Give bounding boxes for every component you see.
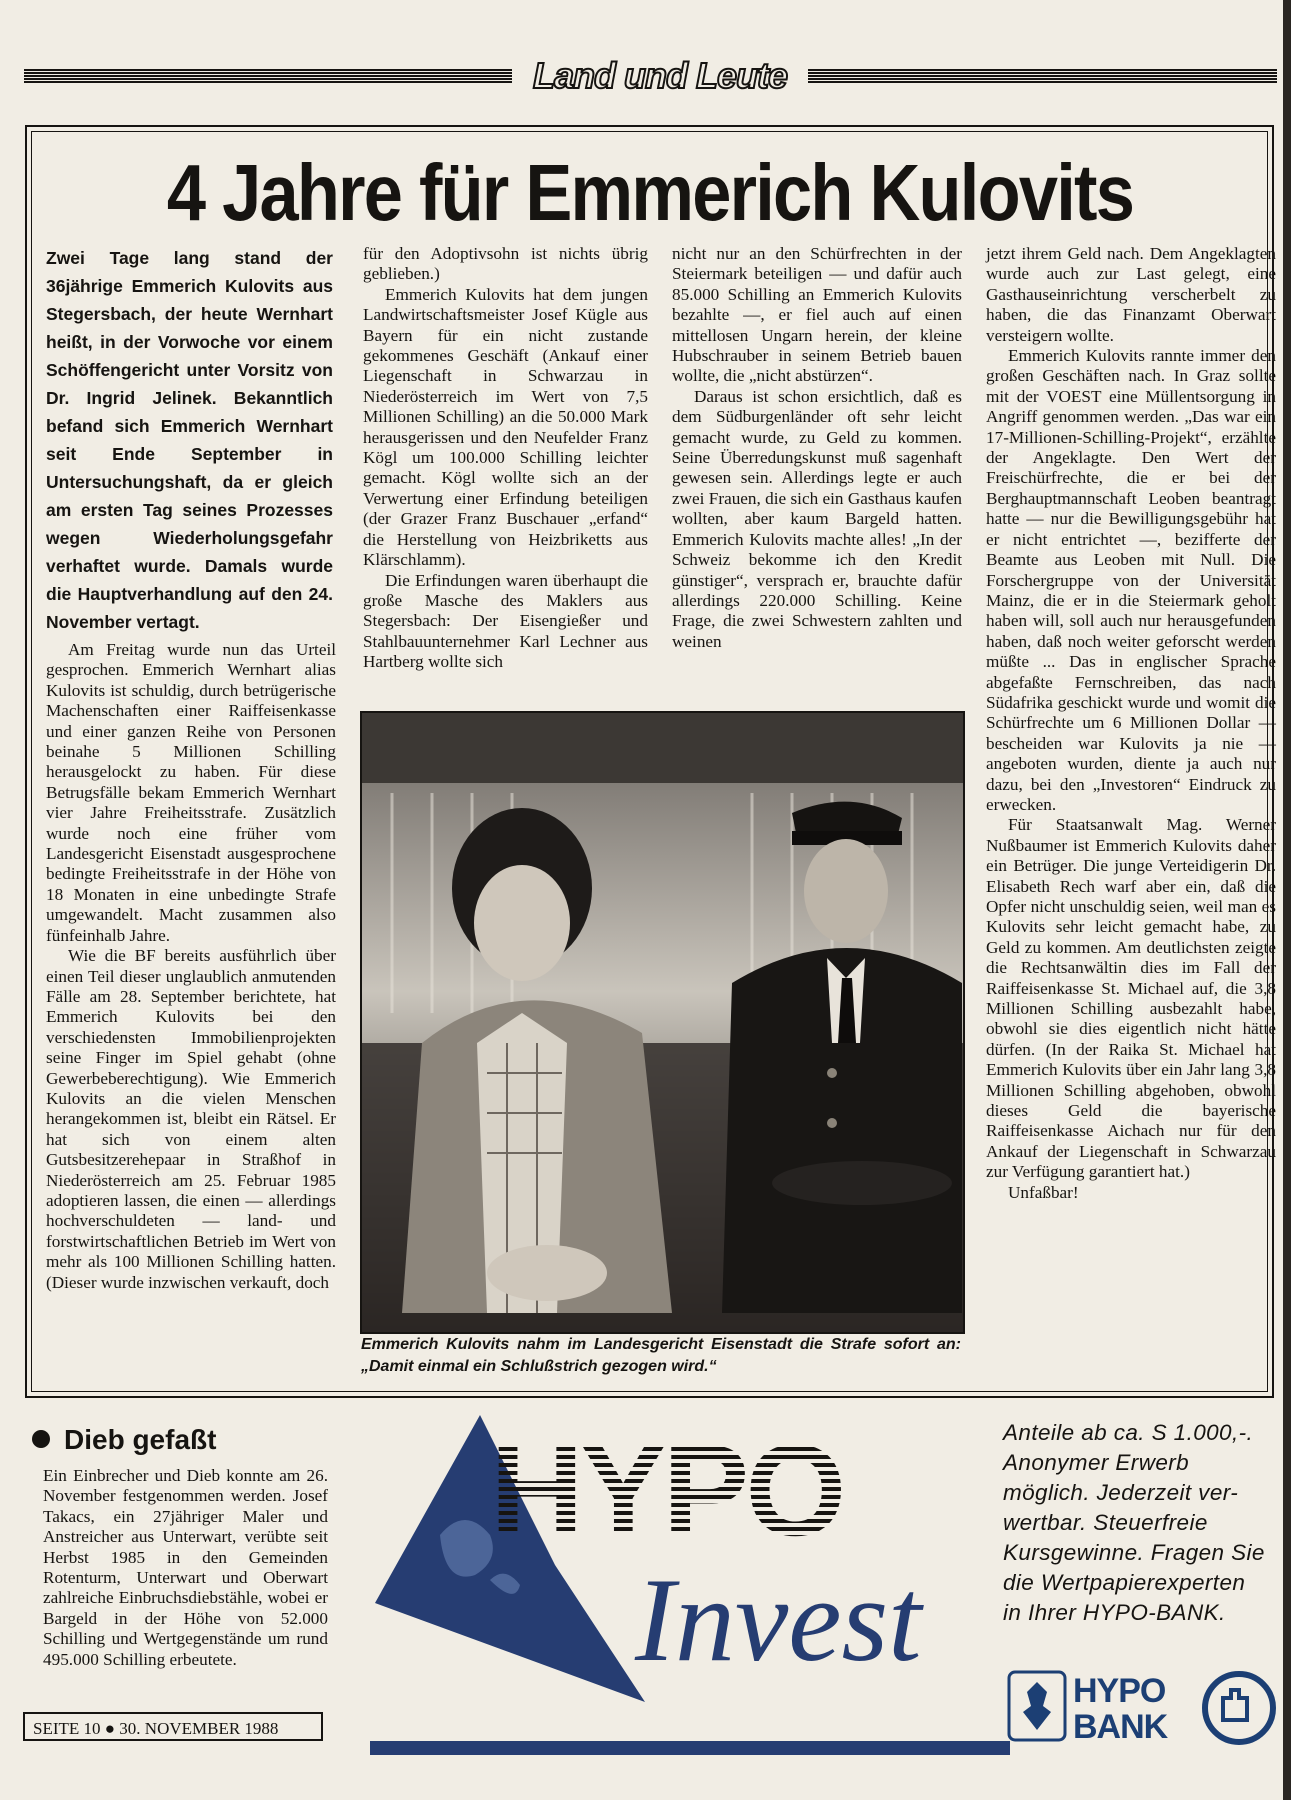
hypo-bank-logo	[1003, 1668, 1278, 1746]
bank-name-line2: BANK	[1073, 1708, 1168, 1746]
ad-line: wertbar. Steuerfreie	[1003, 1510, 1208, 1535]
short-news-headline	[32, 1420, 352, 1460]
ad-line: in Ihrer HYPO-BANK.	[1003, 1600, 1226, 1625]
paragraph: Daraus ist schon ersichtlich, daß es dem Südburgenländer oft sehr leicht gemacht wurde, zu Geld zu kommen. Seine Überredungskunst muß sagenhaft gewesen sein. Allerdings legte er auch zwei Frauen, die sich ein Gasthaus kaufen wollten, aber kaum Bargeld hatten. Emmerich Kulovits machte alles! „In der Schweiz bekomme ich den Kredit günstiger“, versprach er, brauchte dafür allerdings 220.000 Schilling. Keine Frage, die zwei Schwestern zahlten und weinen	[672, 386, 962, 651]
article-column-3	[672, 244, 962, 652]
article-column-4	[986, 244, 1276, 1203]
bank-name-line1: HYPO	[1073, 1672, 1166, 1710]
paragraph: nicht nur an den Schürfrechten in der Steiermark beteiligen — und dafür auch 85.000 Schilling an Emmerich Kulovits bezahlte —, er fiel auch auf einen mittellosen Ungarn herein, der kleine Hubschrauber in seinem Betrieb bauen wollte, die „nicht abstürzen“.	[672, 244, 962, 386]
paragraph: Für Staatsanwalt Mag. Werner Nußbaumer ist Emmerich Kulovits daher ein Betrüger. Die junge Verteidigerin Dr. Elisabeth Rech warf aber ein, daß die Opfer nicht unschuldig seien, weil man es Kulovits sehr leicht gemacht habe, zu Geld zu kommen. Am deutlichsten zeigte die Rechtsanwältin dies im Fall der Raiffeisenkasse St. Michael auf, die 3,8 Millionen Schilling ausbezahlt habe, obwohl sie dies eigentlich nicht hätte dürfen. (In der Raika St. Michael hat Emmerich Kulovits über ein Jahr lang 3,8 Millionen Schilling abgehoben, obwohl dieses Geld die bayerische Raiffeisenkasse Aichach nur für den Ankauf der Liegenschaft in Schwarzau zur Verfügung garantiert hat.)	[986, 815, 1276, 1182]
paragraph: für den Adoptivsohn ist nichts übrig geblieben.)	[363, 244, 648, 284]
logo-hypo-text: HYPO	[490, 1417, 843, 1563]
header-rule-left	[24, 69, 512, 84]
article-photo	[360, 711, 965, 1334]
paragraph: Wie die BF bereits ausführlich über einen Teil dieser unglaublich anmutenden Fälle am 28. September berichtete, hat Emmerich Kulovits bei den verschiedensten Immobilienprojekten seine Finger im Spiel gehabt (ohne Gewerbeberechtigung). Wie Emmerich Kulovits an die vielen Menschen herangekommen ist, bleibt ein Rätsel. Er hat sich von einem alten Gutsbesitzerehepaar in Straßhof in Niederösterreich am 25. Februar 1985 adoptieren lassen, die einen — allerdings hochverschuldeten — land- und forstwirtschaftlichen Betrieb im Wert von mehr als 100 Millionen Schilling hatten. (Dieser wurde inzwischen verkauft, doch	[46, 946, 336, 1292]
ad-line: Kursgewinne. Fragen Sie	[1003, 1540, 1265, 1565]
ad-bottom-rule	[370, 1741, 1010, 1755]
article-column-2	[363, 244, 648, 673]
header-rule-right	[808, 69, 1278, 84]
photo-illustration	[362, 713, 963, 1332]
paragraph: Emmerich Kulovits rannte immer den großen Geschäften nach. In Graz sollte mit der VOEST eine Müllentsorgung in Angriff genommen werden. „Das war ein 17-Millionen-Schilling-Projekt“, erzählte der Angeklagte. Den Wert der Freischürfrechte, die er bei der Berghauptmannschaft Leoben beantragt hatte — nur die Bewilligungsgebühr hat er nicht entrichtet —, bezifferte der Beamte aus Leoben mit Null. Die Forschergruppe von der Universität Mainz, die er in die Steiermark geholt haben will, soll auch nur herausgefunden haben, daß noch weiter geforscht werden müßte ... Das in englischer Sprache abgefaßte Fernschreiben, das nach Südafrika geschickt wurde und womit die Schürfrechte um 6 Millionen Dollar — bescheiden war Kulovits ja nie — angeboten wurden, diente ja auch nur dazu, bei den „Investoren“ Eindruck zu erwecken.	[986, 346, 1276, 814]
short-news-body: Ein Einbrecher und Dieb konnte am 26. November festgenommen werden. Josef Takacs, ein 27jähriger Maler und Anstreicher aus Unterwart, verübte seit Herbst 1985 in den Gemeinden Rotenturm, Unterwart und Oberwart zahlreiche Einbruchsdiebstähle, wobei er Bargeld in der Höhe von 52.000 Schilling und Wertgegenstände um rund 495.000 Schilling erbeutete.	[43, 1466, 328, 1669]
paragraph: Emmerich Kulovits hat dem jungen Landwirtschaftsmeister Josef Kügle aus Bayern für ein nicht zustande gekommenes Geschäft (Ankauf einer Liegenschaft in Schwarzau in Niederösterreich im Wert von 7,5 Millionen Schilling) an die 50.000 Mark herausgerissen und den Neufelder Franz Kögl um 100.000 Schilling leichter gemacht. Kögl wollte sich an der Verwertung einer Erfindung beteiligen (der Grazer Franz Buschauer „erfand“ die Herstellung von Heizbriketts aus Klärschlamm).	[363, 284, 648, 570]
bullet-icon	[32, 1430, 50, 1448]
section-label: Land und Leute	[533, 55, 787, 96]
hypo-invest-logo	[370, 1415, 988, 1702]
paragraph: jetzt ihrem Geld nach. Dem Angeklagten wurde auch zur Last gelegt, eine Gasthauseinrichtung verscherbelt zu haben, die das Finanzamt Oberwart versteigern wollte.	[986, 244, 1276, 345]
ad-line: Anonymer Erwerb	[1003, 1450, 1190, 1475]
ad-line: Anteile ab ca. S 1.000,-.	[1003, 1420, 1254, 1445]
article-headline: 4 Jahre für Emmerich Kulovits	[166, 148, 1134, 237]
page-footer: SEITE 10 ● 30. NOVEMBER 1988	[23, 1712, 323, 1741]
logo-invest-text: Invest	[635, 1553, 922, 1686]
ad-copy	[1003, 1418, 1273, 1628]
paragraph: Am Freitag wurde nun das Urteil gesprochen. Emmerich Wernhart alias Kulovits ist schuldig, durch betrügerische Machenschaften einer Raiffeisenkasse und einer ganzen Reihe von Personen beinahe 5 Millionen Schilling herausgelockt zu haben. Für diese Betrugsfälle bekam Emmerich Wernhart vier Jahre Freiheitsstrafe. Zusätzlich wurde noch eine früher vom Landesgericht Eisenstadt ausgesprochene bedingte Freiheitsstrafe in der Höhe von 18 Monaten in eine unbedingte Strafe umgewandelt. Macht zusammen also fünfeinhalb Jahre.	[46, 640, 336, 945]
paragraph: Die Erfindungen waren überhaupt die große Masche des Maklers aus Stegersbach: Der Eisengießer und Stahlbauunternehmer Karl Lechner aus Hartberg wollte sich	[363, 570, 648, 672]
hand-emblem-icon	[1205, 1674, 1273, 1742]
article-column-1	[46, 640, 336, 1293]
ad-line: möglich. Jederzeit ver-	[1003, 1480, 1239, 1505]
ad-line: die Wertpapierexperten	[1003, 1570, 1246, 1595]
photo-caption: Emmerich Kulovits nahm im Landesgericht Eisenstadt die Strafe sofort an: „Damit einmal ein Schlußstrich gezogen wird.“	[361, 1336, 961, 1375]
paragraph: Unfaßbar!	[1008, 1182, 1079, 1202]
page-edge	[1277, 0, 1291, 1800]
short-news-title: Dieb gefaßt	[64, 1424, 217, 1455]
article-lead: Zwei Tage lang stand der 36jährige Emmerich Kulovits aus Stegersbach, der heute Wernhart heißt, in der Vorwoche vor einem Schöffengericht unter Vorsitz von Dr. Ingrid Jelinek. Bekanntlich befand sich Emmerich Wernhart seit Ende September in Untersuchungshaft, da er gleich am ersten Tag seines Prozesses wegen Wiederholungsgefahr verhaftet wurde. Damals wurde die Hauptverhandlung auf den 24. November vertagt.	[46, 248, 333, 632]
